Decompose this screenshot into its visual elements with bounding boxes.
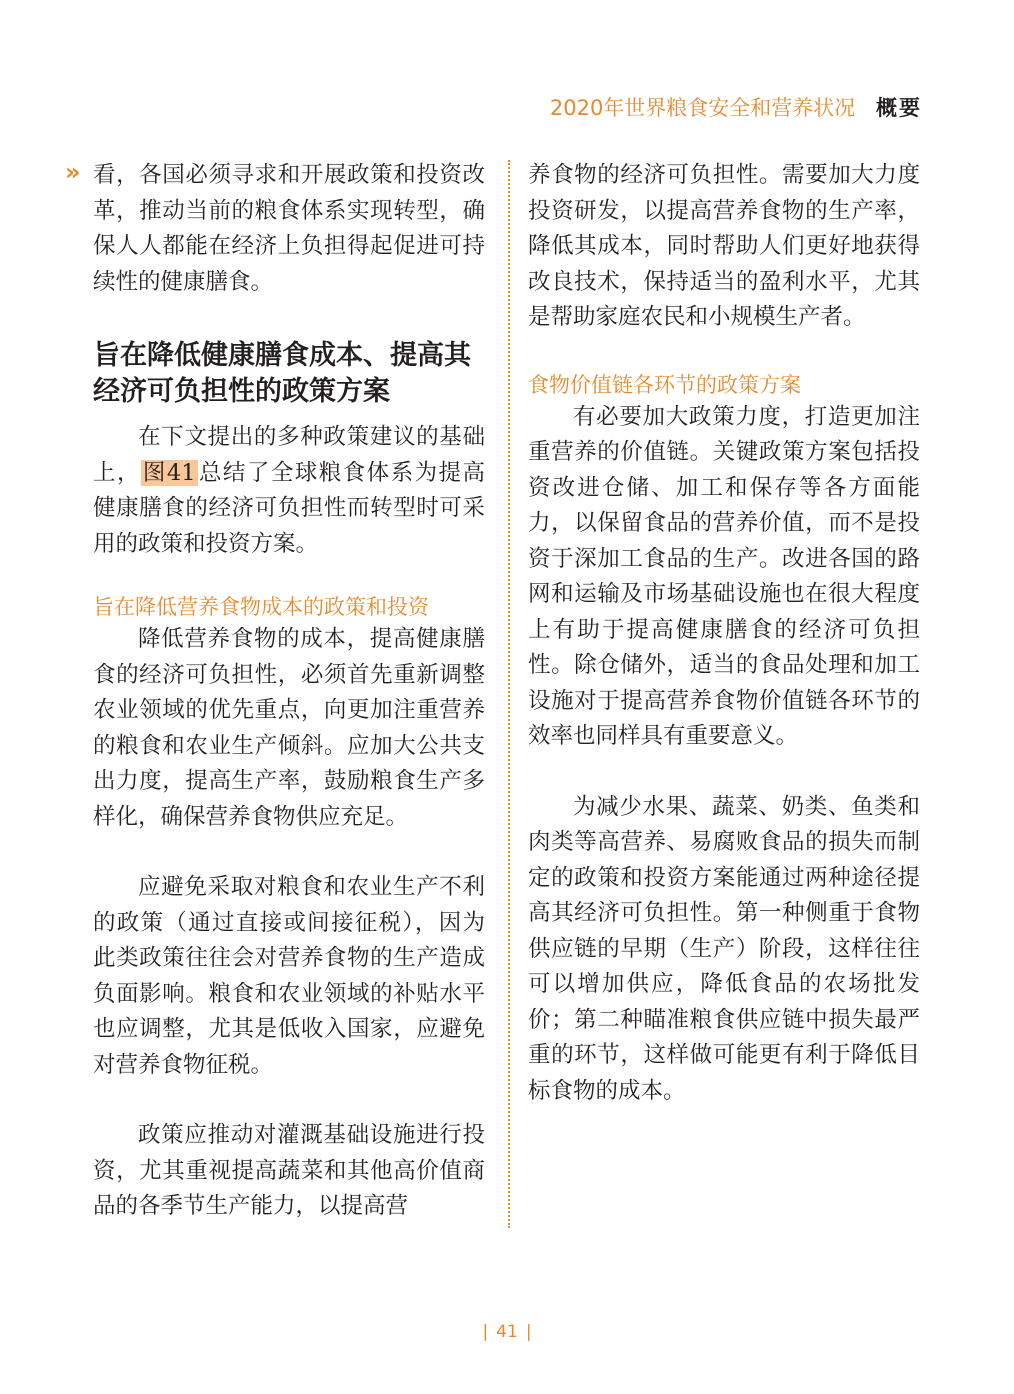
page-number-bar-left: | bbox=[482, 1322, 489, 1342]
continuation-arrow-icon: » bbox=[65, 158, 81, 186]
subheading-value-chain: 食物价值链各环节的政策方案 bbox=[528, 372, 801, 397]
page-number-bar-right: | bbox=[525, 1322, 532, 1342]
intro-text-after: 总结了全球粮食体系为提高健康膳食的经济可负担性而转型时可采用的政策和投资方案。 bbox=[93, 459, 485, 557]
paragraph-continued: 养食物的经济可负担性。需要加大力度投资研发，以提高营养食物的生产率，降低其成本，同时帮助人们更好地获得改良技术，保持适当的盈利水平，尤其是帮助家庭农民和小规模生产者。 bbox=[528, 162, 920, 330]
paragraph: 为减少水果、蔬菜、奶类、鱼类和肉类等高营养、易腐败食品的损失而制定的政策和投资方案能通过两种途径提高其经济可负担性。第一种侧重于食物供应链的早期（生产）阶段，这样往往可以增加供应，降低食品的农场批发价；第二种瞄准粮食供应链中损失最严重的环节，这样做可能更有利于降低目标食物的成本。 bbox=[528, 793, 920, 1104]
paragraph: 政策应推动对灌溉基础设施进行投资，尤其重视提高蔬菜和其他高价值商品的各季节生产能力，以提高营 bbox=[93, 1122, 485, 1219]
figure-41-link[interactable]: 图41 bbox=[142, 459, 196, 486]
page-number-value: 41 bbox=[496, 1322, 518, 1342]
column-divider bbox=[508, 160, 510, 1228]
left-column bbox=[65, 158, 485, 1225]
intro-paragraph bbox=[93, 420, 485, 562]
paragraph: 降低营养食物的成本，提高健康膳食的经济可负担性，必须首先重新调整农业领域的优先重点，向更加注重营养的粮食和农业生产倾斜。应加大公共支出力度，提高生产率，鼓励粮食生产多样化，确保营养食物供应充足。 bbox=[93, 626, 485, 830]
paragraph-continued: 看，各国必须寻求和开展政策和投资改革，推动当前的粮食体系实现转型，确保人人都能在经济上负担得起促进可持续性的健康膳食。 bbox=[93, 162, 485, 295]
right-column bbox=[528, 158, 920, 1109]
page-number bbox=[0, 1322, 1014, 1342]
subheading-reduce-cost: 旨在降低营养食物成本的政策和投资 bbox=[93, 595, 429, 619]
paragraph: 应避免采取对粮食和农业生产不利的政策（通过直接或间接征税），因为此类政策往往会对营养食物的生产造成负面影响。粮食和农业领域的补贴水平也应调整，尤其是低收入国家，应避免对营养食物征税。 bbox=[93, 874, 485, 1078]
section-heading: 旨在降低健康膳食成本、提高其经济可负担性的政策方案 bbox=[93, 340, 471, 407]
paragraph: 有必要加大政策力度，打造更加注重营养的价值链。关键政策方案包括投资改进仓储、加工和保存等各方面能力，以保留食品的营养价值，而不是投资于深加工食品的生产。改进各国的路网和运输及市场基础设施也在很大程度上有助于提高健康膳食的经济可负担性。除仓储外，适当的食品处理和加工设施对于提高营养食物价值链各环节的效率也同样具有重要意义。 bbox=[528, 403, 920, 749]
running-header bbox=[550, 92, 922, 122]
intro-text-before: 在下文提出的多种政策建议的基础上， bbox=[93, 424, 485, 486]
report-title: 2020年世界粮食安全和营养状况 bbox=[549, 96, 856, 120]
section-label: 概要 bbox=[876, 96, 922, 120]
